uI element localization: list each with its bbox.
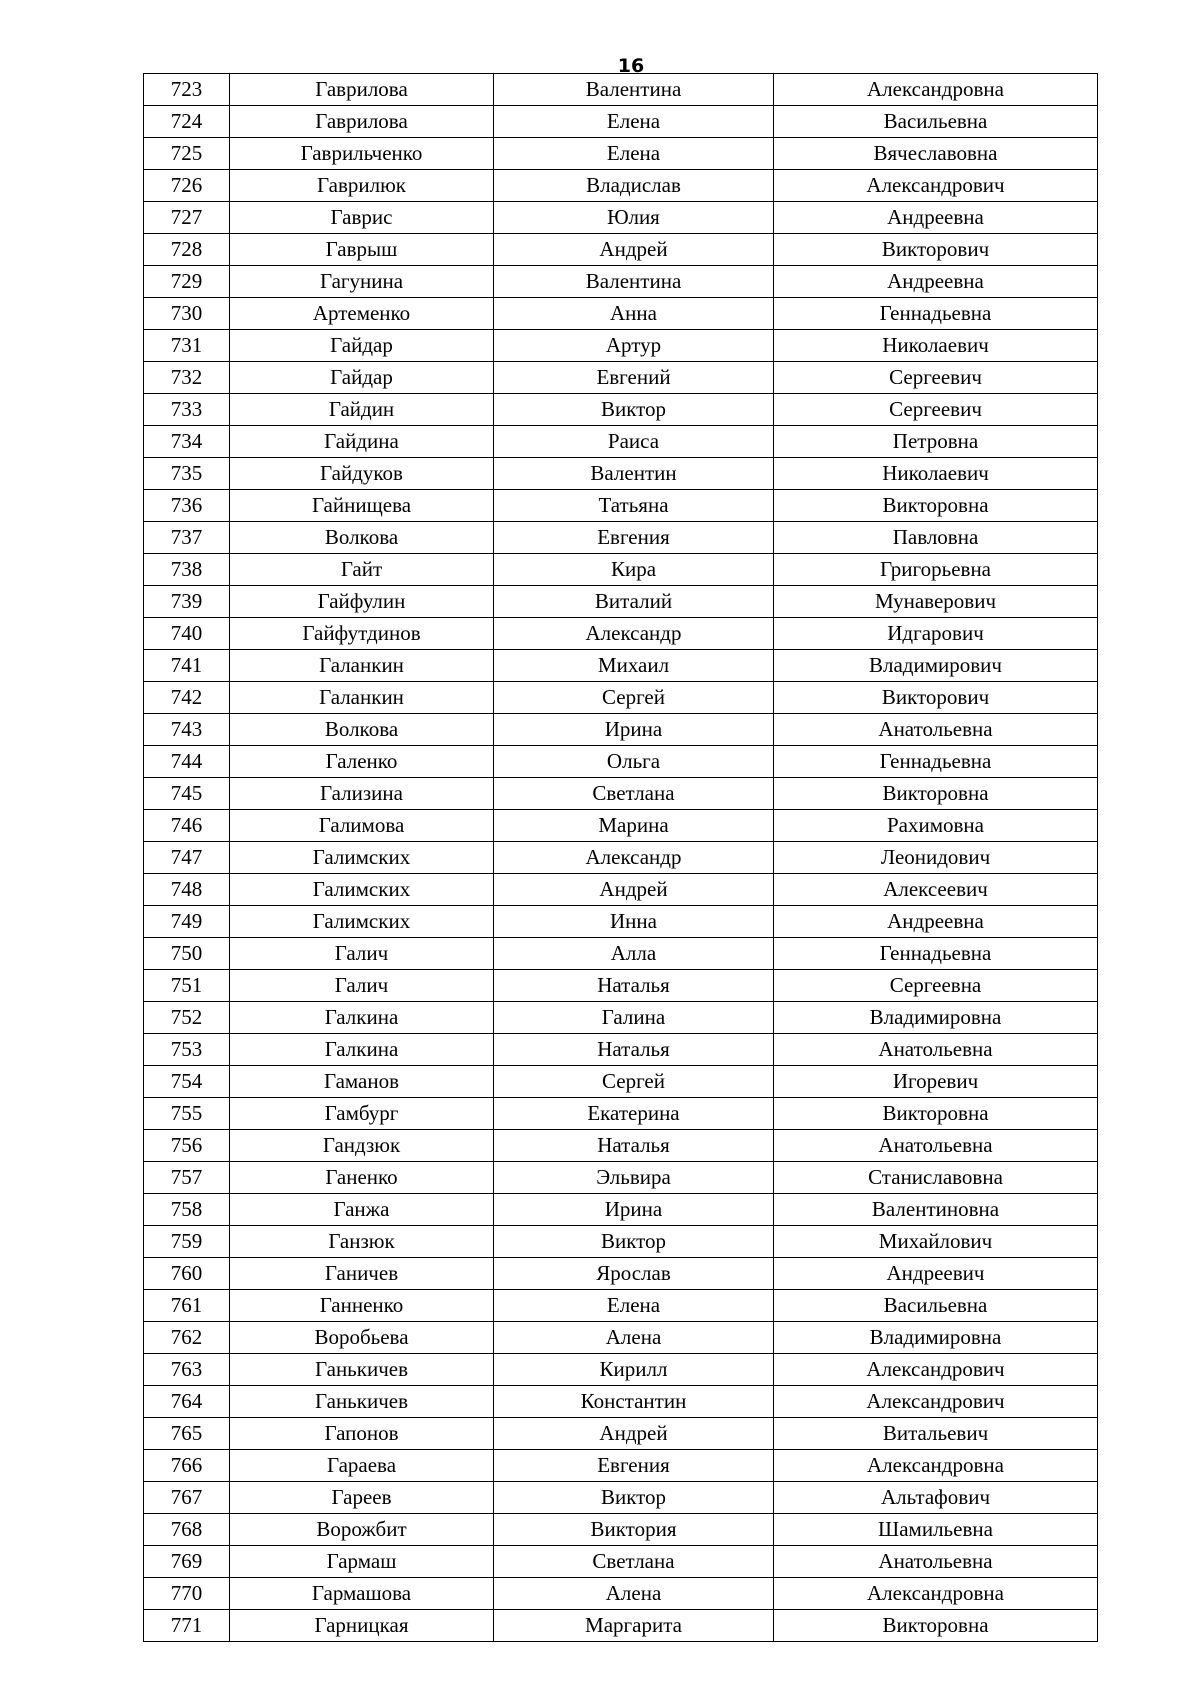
surname-cell: Гаврилова: [230, 74, 494, 106]
row-number-cell: 767: [144, 1482, 230, 1514]
patronymic-cell: Викторович: [774, 682, 1098, 714]
surname-cell: Гайдар: [230, 330, 494, 362]
row-number-cell: 730: [144, 298, 230, 330]
surname-cell: Галанкин: [230, 650, 494, 682]
row-number-cell: 765: [144, 1418, 230, 1450]
surname-cell: Галимова: [230, 810, 494, 842]
table-row: [144, 586, 1098, 618]
first-name-cell: Константин: [494, 1386, 774, 1418]
patronymic-cell: Геннадьевна: [774, 746, 1098, 778]
row-number-cell: 732: [144, 362, 230, 394]
first-name-cell: Анна: [494, 298, 774, 330]
patronymic-cell: Валентиновна: [774, 1194, 1098, 1226]
surname-cell: Ганзюк: [230, 1226, 494, 1258]
patronymic-cell: Анатольевна: [774, 714, 1098, 746]
patronymic-cell: Николаевич: [774, 458, 1098, 490]
roster-table: [143, 73, 1098, 1642]
first-name-cell: Евгений: [494, 362, 774, 394]
table-row: [144, 74, 1098, 106]
surname-cell: Гайдуков: [230, 458, 494, 490]
row-number-cell: 747: [144, 842, 230, 874]
surname-cell: Гайфутдинов: [230, 618, 494, 650]
patronymic-cell: Владимирович: [774, 650, 1098, 682]
first-name-cell: Ирина: [494, 714, 774, 746]
patronymic-cell: Анатольевна: [774, 1130, 1098, 1162]
first-name-cell: Светлана: [494, 1546, 774, 1578]
table-row: [144, 1130, 1098, 1162]
table-row: [144, 1194, 1098, 1226]
row-number-cell: 746: [144, 810, 230, 842]
patronymic-cell: Шамильевна: [774, 1514, 1098, 1546]
first-name-cell: Кирилл: [494, 1354, 774, 1386]
patronymic-cell: Александровна: [774, 74, 1098, 106]
patronymic-cell: Сергеевич: [774, 394, 1098, 426]
table-row: [144, 1514, 1098, 1546]
surname-cell: Гализина: [230, 778, 494, 810]
row-number-cell: 733: [144, 394, 230, 426]
patronymic-cell: Андреевна: [774, 266, 1098, 298]
table-row: [144, 490, 1098, 522]
row-number-cell: 726: [144, 170, 230, 202]
table-row: [144, 682, 1098, 714]
surname-cell: Волкова: [230, 522, 494, 554]
surname-cell: Гармашова: [230, 1578, 494, 1610]
roster-body: [144, 74, 1098, 1642]
row-number-cell: 771: [144, 1610, 230, 1642]
surname-cell: Ганичев: [230, 1258, 494, 1290]
table-row: [144, 266, 1098, 298]
row-number-cell: 762: [144, 1322, 230, 1354]
table-row: [144, 618, 1098, 650]
row-number-cell: 737: [144, 522, 230, 554]
table-row: [144, 746, 1098, 778]
first-name-cell: Виктор: [494, 1226, 774, 1258]
patronymic-cell: Алексеевич: [774, 874, 1098, 906]
patronymic-cell: Викторович: [774, 234, 1098, 266]
first-name-cell: Алла: [494, 938, 774, 970]
first-name-cell: Валентин: [494, 458, 774, 490]
row-number-cell: 770: [144, 1578, 230, 1610]
table-row: [144, 1226, 1098, 1258]
table-row: [144, 906, 1098, 938]
patronymic-cell: Андреевна: [774, 202, 1098, 234]
row-number-cell: 735: [144, 458, 230, 490]
row-number-cell: 741: [144, 650, 230, 682]
row-number-cell: 758: [144, 1194, 230, 1226]
surname-cell: Гамбург: [230, 1098, 494, 1130]
surname-cell: Галкина: [230, 1002, 494, 1034]
first-name-cell: Марина: [494, 810, 774, 842]
table-row: [144, 330, 1098, 362]
patronymic-cell: Николаевич: [774, 330, 1098, 362]
row-number-cell: 759: [144, 1226, 230, 1258]
table-row: [144, 1386, 1098, 1418]
table-row: [144, 874, 1098, 906]
patronymic-cell: Викторовна: [774, 490, 1098, 522]
first-name-cell: Раиса: [494, 426, 774, 458]
first-name-cell: Виталий: [494, 586, 774, 618]
first-name-cell: Светлана: [494, 778, 774, 810]
first-name-cell: Татьяна: [494, 490, 774, 522]
table-row: [144, 202, 1098, 234]
surname-cell: Воробьева: [230, 1322, 494, 1354]
surname-cell: Гаврилюк: [230, 170, 494, 202]
table-row: [144, 1258, 1098, 1290]
first-name-cell: Александр: [494, 618, 774, 650]
surname-cell: Гаврыш: [230, 234, 494, 266]
table-row: [144, 1578, 1098, 1610]
surname-cell: Гайдина: [230, 426, 494, 458]
surname-cell: Галанкин: [230, 682, 494, 714]
table-row: [144, 1418, 1098, 1450]
row-number-cell: 766: [144, 1450, 230, 1482]
row-number-cell: 764: [144, 1386, 230, 1418]
surname-cell: Гайдар: [230, 362, 494, 394]
surname-cell: Галимских: [230, 874, 494, 906]
row-number-cell: 750: [144, 938, 230, 970]
patronymic-cell: Павловна: [774, 522, 1098, 554]
row-number-cell: 742: [144, 682, 230, 714]
surname-cell: Гаврилова: [230, 106, 494, 138]
row-number-cell: 725: [144, 138, 230, 170]
patronymic-cell: Сергеевич: [774, 362, 1098, 394]
patronymic-cell: Геннадьевна: [774, 938, 1098, 970]
table-row: [144, 1162, 1098, 1194]
first-name-cell: Александр: [494, 842, 774, 874]
row-number-cell: 769: [144, 1546, 230, 1578]
surname-cell: Гаврильченко: [230, 138, 494, 170]
row-number-cell: 740: [144, 618, 230, 650]
surname-cell: Ганненко: [230, 1290, 494, 1322]
row-number-cell: 734: [144, 426, 230, 458]
first-name-cell: Валентина: [494, 266, 774, 298]
surname-cell: Гайдин: [230, 394, 494, 426]
table-row: [144, 234, 1098, 266]
surname-cell: Гареев: [230, 1482, 494, 1514]
patronymic-cell: Рахимовна: [774, 810, 1098, 842]
row-number-cell: 754: [144, 1066, 230, 1098]
first-name-cell: Виктор: [494, 394, 774, 426]
surname-cell: Ворожбит: [230, 1514, 494, 1546]
table-row: [144, 138, 1098, 170]
first-name-cell: Владислав: [494, 170, 774, 202]
surname-cell: Гайт: [230, 554, 494, 586]
surname-cell: Волкова: [230, 714, 494, 746]
row-number-cell: 739: [144, 586, 230, 618]
table-row: [144, 842, 1098, 874]
first-name-cell: Валентина: [494, 74, 774, 106]
row-number-cell: 743: [144, 714, 230, 746]
surname-cell: Гайфулин: [230, 586, 494, 618]
table-row: [144, 1482, 1098, 1514]
first-name-cell: Маргарита: [494, 1610, 774, 1642]
table-row: [144, 426, 1098, 458]
first-name-cell: Андрей: [494, 874, 774, 906]
surname-cell: Галич: [230, 938, 494, 970]
patronymic-cell: Андреевич: [774, 1258, 1098, 1290]
page-number: 16: [617, 55, 645, 77]
row-number-cell: 763: [144, 1354, 230, 1386]
patronymic-cell: Петровна: [774, 426, 1098, 458]
table-row: [144, 1034, 1098, 1066]
first-name-cell: Ольга: [494, 746, 774, 778]
first-name-cell: Елена: [494, 1290, 774, 1322]
table-row: [144, 106, 1098, 138]
surname-cell: Ганькичев: [230, 1354, 494, 1386]
surname-cell: Гараева: [230, 1450, 494, 1482]
first-name-cell: Наталья: [494, 1130, 774, 1162]
first-name-cell: Кира: [494, 554, 774, 586]
first-name-cell: Наталья: [494, 970, 774, 1002]
table-row: [144, 1354, 1098, 1386]
first-name-cell: Галина: [494, 1002, 774, 1034]
row-number-cell: 756: [144, 1130, 230, 1162]
first-name-cell: Евгения: [494, 1450, 774, 1482]
first-name-cell: Алена: [494, 1322, 774, 1354]
table-row: [144, 1098, 1098, 1130]
patronymic-cell: Идгарович: [774, 618, 1098, 650]
patronymic-cell: Станиславовна: [774, 1162, 1098, 1194]
first-name-cell: Юлия: [494, 202, 774, 234]
patronymic-cell: Сергеевна: [774, 970, 1098, 1002]
first-name-cell: Елена: [494, 138, 774, 170]
surname-cell: Гаврис: [230, 202, 494, 234]
row-number-cell: 727: [144, 202, 230, 234]
first-name-cell: Андрей: [494, 1418, 774, 1450]
table-row: [144, 522, 1098, 554]
row-number-cell: 738: [144, 554, 230, 586]
patronymic-cell: Андреевна: [774, 906, 1098, 938]
patronymic-cell: Александровна: [774, 1578, 1098, 1610]
surname-cell: Гандзюк: [230, 1130, 494, 1162]
first-name-cell: Елена: [494, 106, 774, 138]
first-name-cell: Алена: [494, 1578, 774, 1610]
first-name-cell: Эльвира: [494, 1162, 774, 1194]
patronymic-cell: Викторовна: [774, 1610, 1098, 1642]
patronymic-cell: Анатольевна: [774, 1546, 1098, 1578]
patronymic-cell: Леонидович: [774, 842, 1098, 874]
patronymic-cell: Альтафович: [774, 1482, 1098, 1514]
row-number-cell: 755: [144, 1098, 230, 1130]
first-name-cell: Ирина: [494, 1194, 774, 1226]
surname-cell: Артеменко: [230, 298, 494, 330]
table-row: [144, 970, 1098, 1002]
table-row: [144, 170, 1098, 202]
patronymic-cell: Владимировна: [774, 1322, 1098, 1354]
table-row: [144, 554, 1098, 586]
row-number-cell: 757: [144, 1162, 230, 1194]
first-name-cell: Инна: [494, 906, 774, 938]
table-row: [144, 938, 1098, 970]
first-name-cell: Андрей: [494, 234, 774, 266]
table-row: [144, 714, 1098, 746]
row-number-cell: 751: [144, 970, 230, 1002]
surname-cell: Ганькичев: [230, 1386, 494, 1418]
row-number-cell: 736: [144, 490, 230, 522]
row-number-cell: 749: [144, 906, 230, 938]
first-name-cell: Виктория: [494, 1514, 774, 1546]
row-number-cell: 723: [144, 74, 230, 106]
surname-cell: Галимских: [230, 842, 494, 874]
table-row: [144, 1066, 1098, 1098]
patronymic-cell: Александровна: [774, 1450, 1098, 1482]
surname-cell: Гайнищева: [230, 490, 494, 522]
surname-cell: Ганенко: [230, 1162, 494, 1194]
row-number-cell: 752: [144, 1002, 230, 1034]
first-name-cell: Виктор: [494, 1482, 774, 1514]
row-number-cell: 761: [144, 1290, 230, 1322]
row-number-cell: 753: [144, 1034, 230, 1066]
row-number-cell: 728: [144, 234, 230, 266]
table-row: [144, 394, 1098, 426]
first-name-cell: Михаил: [494, 650, 774, 682]
row-number-cell: 760: [144, 1258, 230, 1290]
patronymic-cell: Геннадьевна: [774, 298, 1098, 330]
surname-cell: Гармаш: [230, 1546, 494, 1578]
table-row: [144, 650, 1098, 682]
patronymic-cell: Васильевна: [774, 106, 1098, 138]
patronymic-cell: Александрович: [774, 170, 1098, 202]
surname-cell: Галимских: [230, 906, 494, 938]
first-name-cell: Ярослав: [494, 1258, 774, 1290]
table-row: [144, 810, 1098, 842]
surname-cell: Галич: [230, 970, 494, 1002]
row-number-cell: 724: [144, 106, 230, 138]
first-name-cell: Екатерина: [494, 1098, 774, 1130]
row-number-cell: 729: [144, 266, 230, 298]
surname-cell: Галенко: [230, 746, 494, 778]
patronymic-cell: Викторовна: [774, 1098, 1098, 1130]
table-row: [144, 1450, 1098, 1482]
first-name-cell: Наталья: [494, 1034, 774, 1066]
surname-cell: Гапонов: [230, 1418, 494, 1450]
row-number-cell: 744: [144, 746, 230, 778]
row-number-cell: 731: [144, 330, 230, 362]
surname-cell: Гаманов: [230, 1066, 494, 1098]
row-number-cell: 745: [144, 778, 230, 810]
patronymic-cell: Игоревич: [774, 1066, 1098, 1098]
table-row: [144, 298, 1098, 330]
row-number-cell: 748: [144, 874, 230, 906]
table-row: [144, 1610, 1098, 1642]
first-name-cell: Сергей: [494, 1066, 774, 1098]
first-name-cell: Артур: [494, 330, 774, 362]
table-row: [144, 1290, 1098, 1322]
table-row: [144, 1546, 1098, 1578]
patronymic-cell: Михайлович: [774, 1226, 1098, 1258]
table-row: [144, 458, 1098, 490]
table-row: [144, 778, 1098, 810]
table-row: [144, 1322, 1098, 1354]
patronymic-cell: Витальевич: [774, 1418, 1098, 1450]
patronymic-cell: Мунаверович: [774, 586, 1098, 618]
table-row: [144, 362, 1098, 394]
patronymic-cell: Анатольевна: [774, 1034, 1098, 1066]
first-name-cell: Евгения: [494, 522, 774, 554]
patronymic-cell: Владимировна: [774, 1002, 1098, 1034]
table-row: [144, 1002, 1098, 1034]
patronymic-cell: Вячеславовна: [774, 138, 1098, 170]
first-name-cell: Сергей: [494, 682, 774, 714]
surname-cell: Гагунина: [230, 266, 494, 298]
surname-cell: Галкина: [230, 1034, 494, 1066]
patronymic-cell: Александрович: [774, 1354, 1098, 1386]
surname-cell: Гарницкая: [230, 1610, 494, 1642]
patronymic-cell: Викторовна: [774, 778, 1098, 810]
surname-cell: Ганжа: [230, 1194, 494, 1226]
patronymic-cell: Александрович: [774, 1386, 1098, 1418]
patronymic-cell: Васильевна: [774, 1290, 1098, 1322]
patronymic-cell: Григорьевна: [774, 554, 1098, 586]
row-number-cell: 768: [144, 1514, 230, 1546]
